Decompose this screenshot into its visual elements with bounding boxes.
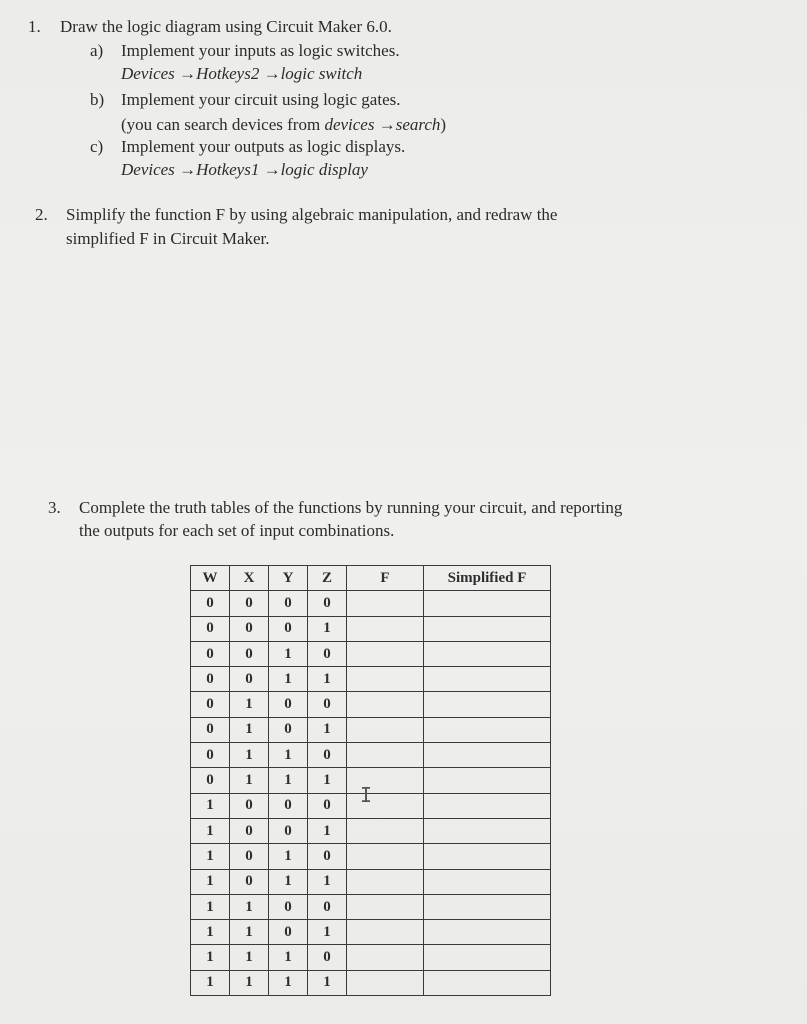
table-row bbox=[191, 818, 551, 843]
input-cell: 1 bbox=[269, 844, 308, 869]
f-output-cell[interactable] bbox=[347, 591, 424, 616]
q1b-note bbox=[121, 115, 446, 135]
f-output-cell[interactable] bbox=[347, 616, 424, 641]
arrow-icon: → bbox=[263, 160, 281, 179]
input-cell: 1 bbox=[191, 793, 230, 818]
q1c-path-mid: Hotkeys1 bbox=[196, 160, 260, 179]
input-cell: 1 bbox=[308, 768, 347, 793]
input-cell: 0 bbox=[230, 641, 269, 666]
q3-line2: the outputs for each set of input combinations. bbox=[79, 521, 395, 540]
q1a-label: a) bbox=[90, 41, 104, 60]
input-cell: 0 bbox=[269, 692, 308, 717]
simplified-f-output-cell[interactable] bbox=[424, 641, 551, 666]
input-cell: 0 bbox=[269, 894, 308, 919]
f-output-cell[interactable] bbox=[347, 667, 424, 692]
input-cell: 0 bbox=[230, 844, 269, 869]
table-row bbox=[191, 717, 551, 742]
header-z: Z bbox=[308, 566, 347, 591]
input-cell: 1 bbox=[191, 844, 230, 869]
f-output-cell[interactable] bbox=[347, 692, 424, 717]
simplified-f-output-cell[interactable] bbox=[424, 894, 551, 919]
input-cell: 1 bbox=[191, 869, 230, 894]
table-row bbox=[191, 894, 551, 919]
input-cell: 0 bbox=[191, 692, 230, 717]
input-cell: 0 bbox=[230, 793, 269, 818]
q2-number: 2. bbox=[35, 205, 48, 224]
input-cell: 1 bbox=[191, 818, 230, 843]
q1b-label: b) bbox=[90, 90, 105, 109]
q1-number: 1. bbox=[28, 17, 41, 36]
input-cell: 1 bbox=[230, 743, 269, 768]
input-cell: 0 bbox=[308, 945, 347, 970]
input-cell: 0 bbox=[191, 768, 230, 793]
f-output-cell[interactable] bbox=[347, 717, 424, 742]
q1a-path-mid: Hotkeys2 bbox=[196, 64, 260, 83]
text-cursor-icon: I bbox=[360, 783, 373, 807]
simplified-f-output-cell[interactable] bbox=[424, 970, 551, 995]
table-row bbox=[191, 667, 551, 692]
input-cell: 1 bbox=[230, 692, 269, 717]
input-cell: 1 bbox=[269, 970, 308, 995]
q1b-note-start: (you can search devices from bbox=[121, 115, 321, 134]
input-cell: 1 bbox=[308, 970, 347, 995]
q1b-text: Implement your circuit using logic gates. bbox=[121, 90, 401, 109]
input-cell: 1 bbox=[269, 945, 308, 970]
input-cell: 0 bbox=[308, 743, 347, 768]
input-cell: 0 bbox=[269, 920, 308, 945]
input-cell: 0 bbox=[191, 667, 230, 692]
f-output-cell[interactable] bbox=[347, 869, 424, 894]
f-output-cell[interactable] bbox=[347, 970, 424, 995]
input-cell: 1 bbox=[230, 970, 269, 995]
table-row bbox=[191, 945, 551, 970]
f-output-cell[interactable] bbox=[347, 768, 424, 793]
input-cell: 0 bbox=[230, 869, 269, 894]
input-cell: 1 bbox=[269, 869, 308, 894]
input-cell: 1 bbox=[230, 920, 269, 945]
table-row bbox=[191, 970, 551, 995]
input-cell: 0 bbox=[269, 616, 308, 641]
q1a-path-prefix: Devices bbox=[121, 64, 175, 83]
input-cell: 1 bbox=[191, 945, 230, 970]
simplified-f-output-cell[interactable] bbox=[424, 844, 551, 869]
input-cell: 1 bbox=[308, 717, 347, 742]
simplified-f-output-cell[interactable] bbox=[424, 743, 551, 768]
simplified-f-output-cell[interactable] bbox=[424, 920, 551, 945]
header-simplified-f: Simplified F bbox=[424, 566, 551, 591]
input-cell: 0 bbox=[269, 793, 308, 818]
input-cell: 0 bbox=[191, 641, 230, 666]
input-cell: 1 bbox=[230, 945, 269, 970]
simplified-f-output-cell[interactable] bbox=[424, 591, 551, 616]
simplified-f-output-cell[interactable] bbox=[424, 818, 551, 843]
input-cell: 0 bbox=[191, 717, 230, 742]
q1c-label: c) bbox=[90, 137, 104, 156]
input-cell: 1 bbox=[308, 818, 347, 843]
input-cell: 0 bbox=[269, 591, 308, 616]
table-row bbox=[191, 692, 551, 717]
arrow-icon: → bbox=[179, 160, 197, 179]
input-cell: 0 bbox=[308, 793, 347, 818]
input-cell: 1 bbox=[269, 641, 308, 666]
input-cell: 0 bbox=[308, 641, 347, 666]
input-cell: 1 bbox=[308, 667, 347, 692]
q1c-text: Implement your outputs as logic displays. bbox=[121, 137, 406, 156]
f-output-cell[interactable] bbox=[347, 641, 424, 666]
arrow-icon: → bbox=[263, 64, 281, 83]
header-x: X bbox=[230, 566, 269, 591]
q3-number: 3. bbox=[48, 498, 61, 517]
truth-table bbox=[190, 565, 551, 996]
table-row bbox=[191, 641, 551, 666]
input-cell: 1 bbox=[191, 970, 230, 995]
arrow-icon: → bbox=[378, 115, 396, 134]
f-output-cell[interactable] bbox=[347, 793, 424, 818]
simplified-f-output-cell[interactable] bbox=[424, 692, 551, 717]
q1c-path bbox=[121, 160, 368, 180]
input-cell: 0 bbox=[230, 818, 269, 843]
input-cell: 1 bbox=[191, 894, 230, 919]
input-cell: 1 bbox=[308, 616, 347, 641]
input-cell: 1 bbox=[191, 920, 230, 945]
input-cell: 0 bbox=[230, 667, 269, 692]
input-cell: 0 bbox=[230, 591, 269, 616]
q1b-note-close: ) bbox=[440, 115, 447, 134]
input-cell: 0 bbox=[308, 692, 347, 717]
input-cell: 0 bbox=[191, 616, 230, 641]
table-row bbox=[191, 869, 551, 894]
table-row bbox=[191, 591, 551, 616]
q1a-path-end: logic switch bbox=[280, 64, 363, 83]
q3-line1: Complete the truth tables of the functions by running your circuit, and reporting bbox=[79, 498, 623, 517]
q1b-note-devices: devices bbox=[324, 115, 375, 134]
simplified-f-output-cell[interactable] bbox=[424, 793, 551, 818]
q1-text: Draw the logic diagram using Circuit Maker 6.0. bbox=[60, 17, 392, 36]
header-f: F bbox=[347, 566, 424, 591]
input-cell: 0 bbox=[308, 844, 347, 869]
input-cell: 0 bbox=[269, 717, 308, 742]
input-cell: 1 bbox=[230, 717, 269, 742]
arrow-icon: → bbox=[179, 64, 197, 83]
q1b-note-search: search bbox=[395, 115, 441, 134]
input-cell: 1 bbox=[269, 743, 308, 768]
table-row bbox=[191, 743, 551, 768]
input-cell: 0 bbox=[308, 591, 347, 616]
input-cell: 1 bbox=[230, 894, 269, 919]
q1a-path bbox=[121, 64, 362, 84]
f-output-cell[interactable] bbox=[347, 743, 424, 768]
f-output-cell[interactable] bbox=[347, 894, 424, 919]
table-row bbox=[191, 844, 551, 869]
input-cell: 1 bbox=[230, 768, 269, 793]
input-cell: 0 bbox=[269, 818, 308, 843]
f-output-cell[interactable] bbox=[347, 844, 424, 869]
simplified-f-output-cell[interactable] bbox=[424, 945, 551, 970]
q1c-path-prefix: Devices bbox=[121, 160, 175, 179]
input-cell: 1 bbox=[269, 768, 308, 793]
table-row bbox=[191, 616, 551, 641]
q2-line2: simplified F in Circuit Maker. bbox=[66, 229, 270, 248]
input-cell: 1 bbox=[308, 869, 347, 894]
simplified-f-output-cell[interactable] bbox=[424, 616, 551, 641]
truth-table-header-row bbox=[191, 566, 551, 591]
simplified-f-output-cell[interactable] bbox=[424, 717, 551, 742]
q1c-path-end: logic display bbox=[280, 160, 368, 179]
simplified-f-output-cell[interactable] bbox=[424, 667, 551, 692]
f-output-cell[interactable] bbox=[347, 945, 424, 970]
simplified-f-output-cell[interactable] bbox=[424, 869, 551, 894]
f-output-cell[interactable] bbox=[347, 920, 424, 945]
input-cell: 0 bbox=[230, 616, 269, 641]
input-cell: 0 bbox=[191, 591, 230, 616]
header-y: Y bbox=[269, 566, 308, 591]
input-cell: 1 bbox=[308, 920, 347, 945]
input-cell: 1 bbox=[269, 667, 308, 692]
q2-line1: Simplify the function F by using algebraic manipulation, and redraw the bbox=[66, 205, 558, 224]
header-w: W bbox=[191, 566, 230, 591]
table-row bbox=[191, 920, 551, 945]
input-cell: 0 bbox=[191, 743, 230, 768]
input-cell: 0 bbox=[308, 894, 347, 919]
simplified-f-output-cell[interactable] bbox=[424, 768, 551, 793]
f-output-cell[interactable] bbox=[347, 818, 424, 843]
q1a-text: Implement your inputs as logic switches. bbox=[121, 41, 400, 60]
